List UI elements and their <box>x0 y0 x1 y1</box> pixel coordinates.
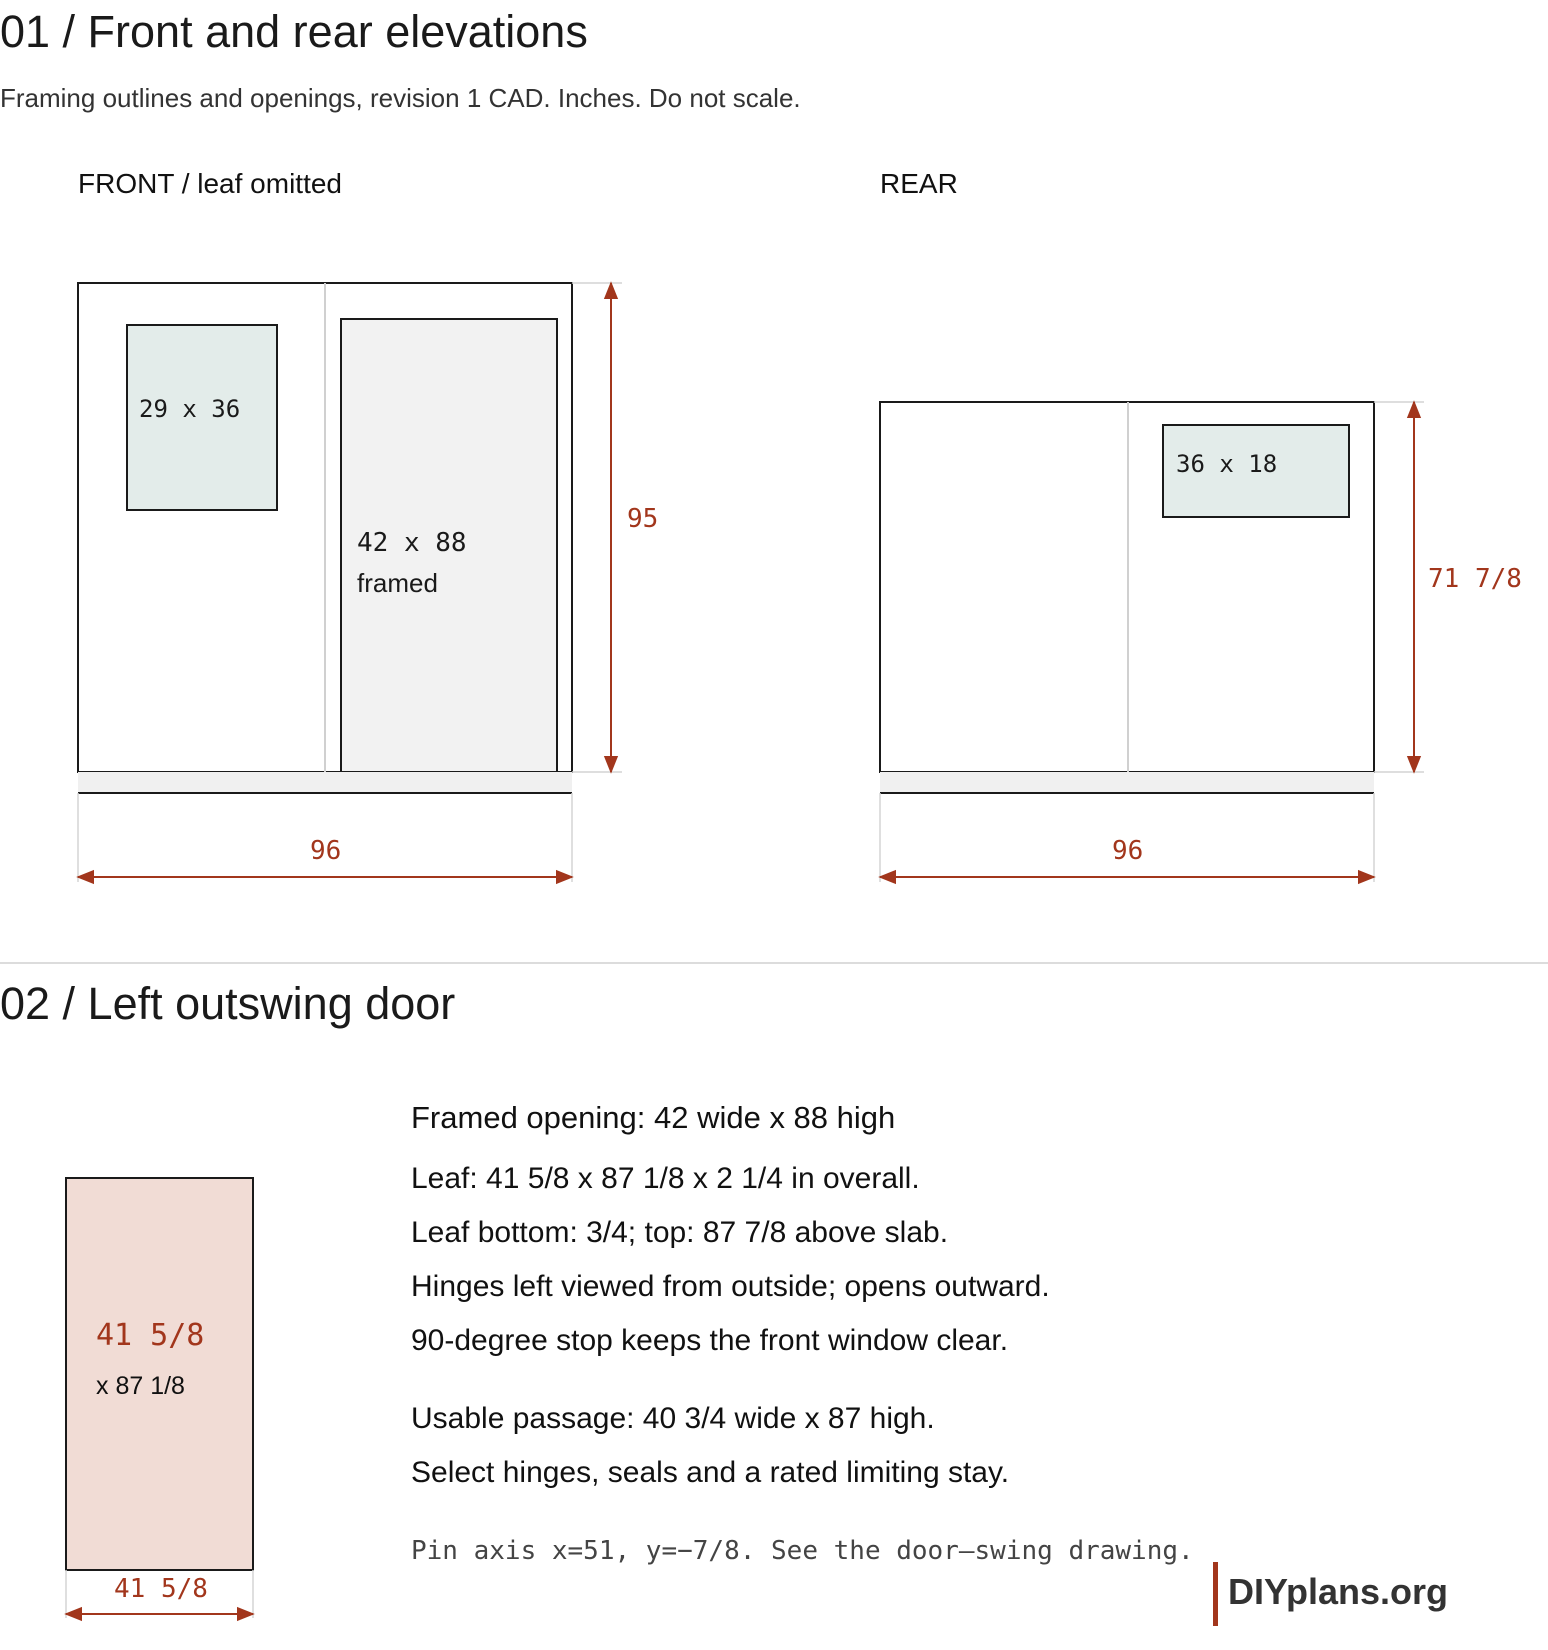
spec-stop: 90-degree stop keeps the front window clear. <box>411 1324 1009 1357</box>
spec-hardware: Select hinges, seals and a rated limiting stay. <box>411 1456 1010 1489</box>
leaf-dimension-label: 41 5/8 <box>96 1318 205 1353</box>
front-elevation-label: FRONT / leaf omitted <box>78 168 343 199</box>
front-width-dim: 96 <box>310 836 342 866</box>
rear-slab <box>880 772 1374 793</box>
rear-elevation-label: REAR <box>880 168 958 199</box>
front-door-note: framed <box>357 568 438 598</box>
rear-height-dim: 71 7/8 <box>1428 564 1522 594</box>
pin-axis-note: Pin axis x=51, y=−7/8. See the door–swing drawing. <box>411 1536 1194 1566</box>
front-elevation <box>78 283 622 882</box>
rear-window-label: 36 x 18 <box>1176 450 1278 478</box>
section-1-title: 01 / Front and rear elevations <box>0 6 588 57</box>
rear-elevation <box>880 402 1424 882</box>
leaf-width-dim: 41 5/8 <box>114 1574 208 1604</box>
front-window-label: 29 x 36 <box>139 395 241 423</box>
brand-accent-bar <box>1213 1562 1218 1626</box>
section-divider <box>0 962 1548 964</box>
spec-leaf-size: Leaf: 41 5/8 x 87 1/8 x 2 1/4 in overall. <box>411 1162 920 1195</box>
spec-hinges: Hinges left viewed from outside; opens outward. <box>411 1270 1050 1303</box>
spec-leaf-bottom: Leaf bottom: 3/4; top: 87 7/8 above slab. <box>411 1216 949 1249</box>
front-slab <box>78 772 572 793</box>
spec-usable-passage: Usable passage: 40 3/4 wide x 87 high. <box>411 1402 935 1435</box>
front-door-label: 42 x 88 <box>357 528 467 558</box>
section-1-subtitle: Framing outlines and openings, revision 1 CAD. Inches. Do not scale. <box>0 83 801 113</box>
rear-width-dim: 96 <box>1112 836 1144 866</box>
section-2-title: 02 / Left outswing door <box>0 978 456 1029</box>
spec-framed-opening: Framed opening: 42 wide x 88 high <box>411 1100 896 1135</box>
front-height-dim: 95 <box>627 504 659 534</box>
brand-logo: DIYplans.org <box>1228 1571 1449 1612</box>
leaf-dimension-sub: x 87 1/8 <box>96 1372 185 1400</box>
